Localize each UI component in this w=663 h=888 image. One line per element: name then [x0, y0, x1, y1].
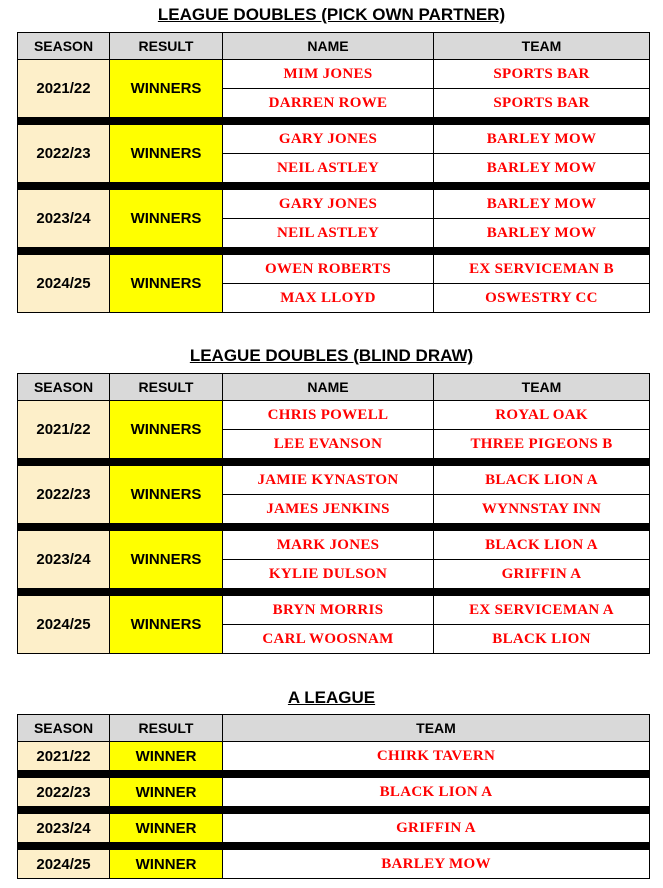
- season-cell: 2023/24: [18, 190, 110, 248]
- player-team: BARLEY MOW: [434, 125, 650, 154]
- section-title-a-league: A LEAGUE: [287, 688, 376, 707]
- player-team: BLACK LION A: [434, 466, 650, 495]
- player-team: THREE PIGEONS B: [434, 430, 650, 459]
- player-team: GRIFFIN A: [434, 560, 650, 589]
- season-cell: 2021/22: [18, 401, 110, 459]
- row-separator: [18, 843, 650, 850]
- result-cell: WINNERS: [110, 401, 223, 459]
- player-name: GARY JONES: [223, 190, 434, 219]
- header-name: NAME: [223, 374, 434, 401]
- player-name: DARREN ROWE: [223, 89, 434, 118]
- player-team: BLACK LION A: [434, 531, 650, 560]
- player-name: KYLIE DULSON: [223, 560, 434, 589]
- player-name: CARL WOOSNAM: [223, 625, 434, 654]
- player-team: BARLEY MOW: [434, 154, 650, 183]
- team-cell: GRIFFIN A: [223, 814, 650, 843]
- player-team: SPORTS BAR: [434, 89, 650, 118]
- table-blind-draw: [17, 373, 650, 654]
- player-team: WYNNSTAY INN: [434, 495, 650, 524]
- result-cell: WINNERS: [110, 466, 223, 524]
- player-name: NEIL ASTLEY: [223, 154, 434, 183]
- row-separator: [18, 118, 650, 125]
- player-team: EX SERVICEMAN B: [434, 255, 650, 284]
- table-row: [18, 125, 650, 154]
- season-cell: 2022/23: [18, 466, 110, 524]
- row-separator: [18, 183, 650, 190]
- season-cell: 2024/25: [18, 850, 110, 879]
- season-cell: 2023/24: [18, 531, 110, 589]
- result-cell: WINNER: [110, 850, 223, 879]
- header-season: SEASON: [18, 33, 110, 60]
- table-row: [18, 778, 650, 807]
- player-team: ROYAL OAK: [434, 401, 650, 430]
- table-pick-own-partner: [17, 32, 650, 313]
- player-team: BARLEY MOW: [434, 190, 650, 219]
- player-team: EX SERVICEMAN A: [434, 596, 650, 625]
- player-name: NEIL ASTLEY: [223, 219, 434, 248]
- team-cell: BARLEY MOW: [223, 850, 650, 879]
- table-row: [18, 742, 650, 771]
- row-separator: [18, 771, 650, 778]
- player-name: LEE EVANSON: [223, 430, 434, 459]
- player-name: MAX LLOYD: [223, 284, 434, 313]
- table-row: [18, 850, 650, 879]
- season-cell: 2021/22: [18, 742, 110, 771]
- result-cell: WINNERS: [110, 60, 223, 118]
- result-cell: WINNERS: [110, 531, 223, 589]
- header-result: RESULT: [110, 33, 223, 60]
- table-header-row: [18, 374, 650, 401]
- table-row: [18, 596, 650, 625]
- player-team: BLACK LION: [434, 625, 650, 654]
- player-name: BRYN MORRIS: [223, 596, 434, 625]
- player-name: MIM JONES: [223, 60, 434, 89]
- table-row: [18, 814, 650, 843]
- table-header-row: [18, 715, 650, 742]
- section-title-pick-own-partner: LEAGUE DOUBLES (PICK OWN PARTNER): [157, 5, 506, 24]
- player-name: CHRIS POWELL: [223, 401, 434, 430]
- season-cell: 2024/25: [18, 596, 110, 654]
- row-separator: [18, 807, 650, 814]
- table-row: [18, 255, 650, 284]
- team-cell: CHIRK TAVERN: [223, 742, 650, 771]
- section-title-blind-draw: LEAGUE DOUBLES (BLIND DRAW): [189, 346, 474, 365]
- result-cell: WINNER: [110, 778, 223, 807]
- result-cell: WINNERS: [110, 255, 223, 313]
- table-header-row: [18, 33, 650, 60]
- player-name: MARK JONES: [223, 531, 434, 560]
- result-cell: WINNER: [110, 742, 223, 771]
- header-season: SEASON: [18, 715, 110, 742]
- header-team: TEAM: [434, 33, 650, 60]
- header-season: SEASON: [18, 374, 110, 401]
- header-team: TEAM: [223, 715, 650, 742]
- player-name: JAMIE KYNASTON: [223, 466, 434, 495]
- season-cell: 2021/22: [18, 60, 110, 118]
- header-team: TEAM: [434, 374, 650, 401]
- row-separator: [18, 248, 650, 255]
- table-row: [18, 466, 650, 495]
- table-row: [18, 190, 650, 219]
- season-cell: 2022/23: [18, 778, 110, 807]
- team-cell: BLACK LION A: [223, 778, 650, 807]
- result-cell: WINNERS: [110, 125, 223, 183]
- player-team: BARLEY MOW: [434, 219, 650, 248]
- player-team: OSWESTRY CC: [434, 284, 650, 313]
- header-name: NAME: [223, 33, 434, 60]
- table-a-league: [17, 714, 650, 879]
- row-separator: [18, 459, 650, 466]
- table-row: [18, 531, 650, 560]
- season-cell: 2024/25: [18, 255, 110, 313]
- header-result: RESULT: [110, 715, 223, 742]
- row-separator: [18, 524, 650, 531]
- table-row: [18, 401, 650, 430]
- table-row: [18, 60, 650, 89]
- player-team: SPORTS BAR: [434, 60, 650, 89]
- header-result: RESULT: [110, 374, 223, 401]
- result-cell: WINNER: [110, 814, 223, 843]
- result-cell: WINNERS: [110, 596, 223, 654]
- player-name: OWEN ROBERTS: [223, 255, 434, 284]
- season-cell: 2023/24: [18, 814, 110, 843]
- player-name: JAMES JENKINS: [223, 495, 434, 524]
- result-cell: WINNERS: [110, 190, 223, 248]
- season-cell: 2022/23: [18, 125, 110, 183]
- row-separator: [18, 589, 650, 596]
- player-name: GARY JONES: [223, 125, 434, 154]
